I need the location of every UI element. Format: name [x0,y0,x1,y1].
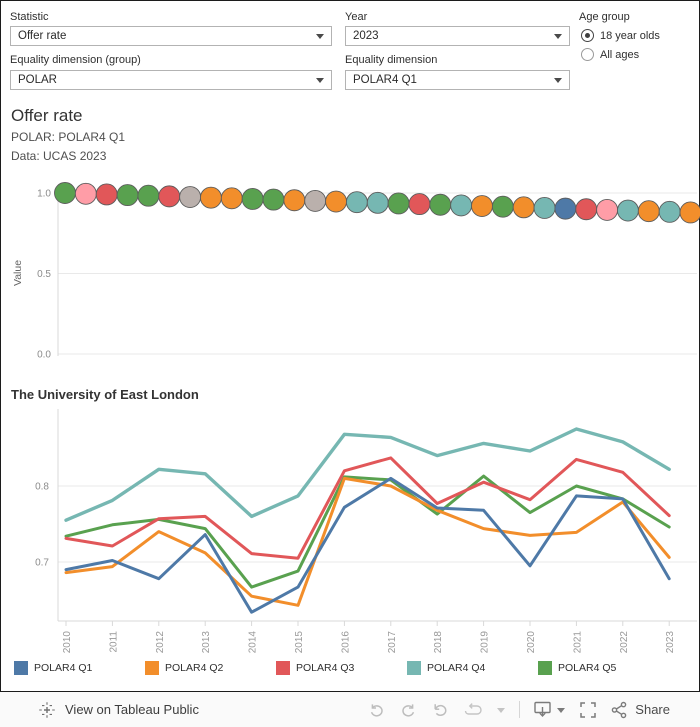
equality-dimension-label: Equality dimension [345,54,438,66]
undo-button[interactable] [367,701,386,719]
scatter-dot[interactable] [597,199,618,220]
legend-item-polar4-q5[interactable] [538,661,669,675]
scatter-dot[interactable] [200,187,221,208]
share-icon [610,701,629,719]
page-title: Offer rate [11,106,83,125]
legend-item-polar4-q3[interactable] [276,661,407,675]
radio-18-label: 18 year olds [600,29,660,42]
scatter-dot[interactable] [96,184,117,205]
toolbar-actions [367,700,670,719]
x-tick-label: 2010 [62,631,73,654]
radio-all-ages[interactable] [581,48,639,61]
statistic-label: Statistic [10,11,49,23]
scatter-dot[interactable] [305,190,326,211]
share-label: Share [635,702,670,717]
year-value: 2023 [353,30,379,42]
scatter-dot[interactable] [326,191,347,212]
redo-icon [399,701,418,719]
x-tick-label: 2012 [154,631,166,654]
legend-item-polar4-q1[interactable] [14,661,145,675]
legend-label: POLAR4 Q5 [558,662,617,674]
scatter-dot[interactable] [221,188,242,209]
legend-label: POLAR4 Q2 [165,662,224,674]
scatter-dot[interactable] [263,189,284,210]
revert-icon [431,701,450,719]
legend-color-chip [145,661,159,675]
chevron-down-icon [556,706,566,714]
legend-color-chip [276,661,290,675]
scatter-dot[interactable] [409,194,430,215]
x-tick-label: 2016 [340,631,352,654]
x-tick-label: 2011 [108,631,120,653]
equality-dimension-group-dropdown[interactable] [10,70,332,90]
legend-item-polar4-q2[interactable] [145,661,276,675]
view-on-tableau-public-link[interactable] [38,701,199,719]
fullscreen-button[interactable] [579,701,597,719]
share-button[interactable] [610,701,670,719]
equality-dimension-dropdown[interactable] [345,70,570,90]
y-axis-title: Value [12,259,24,287]
scatter-dot[interactable] [492,196,513,217]
x-tick-label: 2019 [479,631,491,654]
x-tick-label: 2017 [386,631,398,654]
statistic-dropdown[interactable] [10,26,332,46]
x-tick-label: 2018 [433,631,445,654]
radio-icon [581,48,594,61]
scatter-dot[interactable] [55,183,76,204]
scatter-dot[interactable] [138,185,159,206]
y-tick-label: 0.0 [37,349,51,361]
legend-label: POLAR4 Q1 [34,662,93,674]
scatter-dot[interactable] [180,187,201,208]
x-tick-label: 2021 [572,631,584,654]
chevron-down-icon [316,78,324,83]
scatter-dot[interactable] [534,197,555,218]
scatter-dot[interactable] [472,196,493,217]
subtitle-dimension: POLAR: POLAR4 Q1 [11,130,126,144]
scatter-dot[interactable] [388,193,409,214]
scatter-dot[interactable] [430,194,451,215]
radio-icon [581,29,594,42]
x-tick-label: 2023 [665,631,677,654]
scatter-dot[interactable] [555,198,576,219]
toolbar-divider [519,701,520,718]
line-series-polar4-q3[interactable] [66,458,669,558]
legend-label: POLAR4 Q4 [427,662,486,674]
download-device-icon [533,700,552,719]
refresh-button[interactable] [463,701,483,719]
scatter-dot[interactable] [638,201,659,222]
legend [14,661,694,675]
x-tick-label: 2015 [294,631,305,654]
y-tick-label: 0.5 [37,269,51,280]
redo-button[interactable] [399,701,418,719]
radio-all-label: All ages [600,48,640,61]
x-tick-label: 2020 [526,631,537,654]
scatter-dot[interactable] [367,192,388,213]
scatter-dot[interactable] [680,202,700,223]
refresh-icon [463,701,483,719]
line-chart-title: The University of East London [11,387,199,402]
scatter-dot[interactable] [117,185,138,206]
y-tick-label: 0.8 [35,481,49,493]
legend-item-polar4-q4[interactable] [407,661,538,675]
scatter-dot[interactable] [159,186,180,207]
line-series-polar4-q4[interactable] [66,429,669,520]
chevron-down-icon [554,34,562,39]
scatter-dot[interactable] [346,192,367,213]
revert-button[interactable] [431,701,450,719]
view-on-tableau-public-text: View on Tableau Public [65,702,199,717]
undo-icon [367,701,386,719]
line-series-polar4-q1[interactable] [66,478,669,612]
pause-caret-button[interactable] [496,706,506,714]
scatter-dot[interactable] [242,188,263,209]
subtitle-data-source: Data: UCAS 2023 [11,149,107,163]
tableau-toolbar [0,692,700,727]
radio-18-year-olds[interactable] [581,29,660,42]
year-dropdown[interactable] [345,26,570,46]
x-tick-label: 2013 [201,631,213,654]
chevron-down-icon [496,706,506,714]
scatter-dot[interactable] [617,200,638,221]
x-tick-label: 2014 [247,631,259,654]
y-tick-label: 0.7 [35,557,49,569]
legend-color-chip [14,661,28,675]
scatter-dot[interactable] [451,195,472,216]
scatter-dot[interactable] [576,199,597,220]
scatter-dot[interactable] [659,201,680,222]
scatter-dot[interactable] [284,190,305,211]
y-tick-label: 1.0 [37,188,51,200]
legend-label: POLAR4 Q3 [296,662,355,674]
download-button[interactable] [533,700,566,719]
x-tick-label: 2022 [618,631,630,654]
chevron-down-icon [554,78,562,83]
scatter-chart[interactable] [1,173,700,373]
scatter-dot[interactable] [513,197,534,218]
fullscreen-icon [579,701,597,719]
year-label: Year [345,11,368,23]
line-chart[interactable] [1,401,700,657]
tableau-logo-icon [38,701,56,719]
legend-color-chip [538,661,552,675]
legend-color-chip [407,661,421,675]
age-group-label: Age group [579,11,630,23]
equality-dimension-value: POLAR4 Q1 [353,74,417,86]
equality-dimension-group-label: Equality dimension (group) [10,54,141,66]
statistic-value: Offer rate [18,30,67,42]
scatter-dot[interactable] [75,183,96,204]
chevron-down-icon [316,34,324,39]
equality-dimension-group-value: POLAR [18,74,57,86]
